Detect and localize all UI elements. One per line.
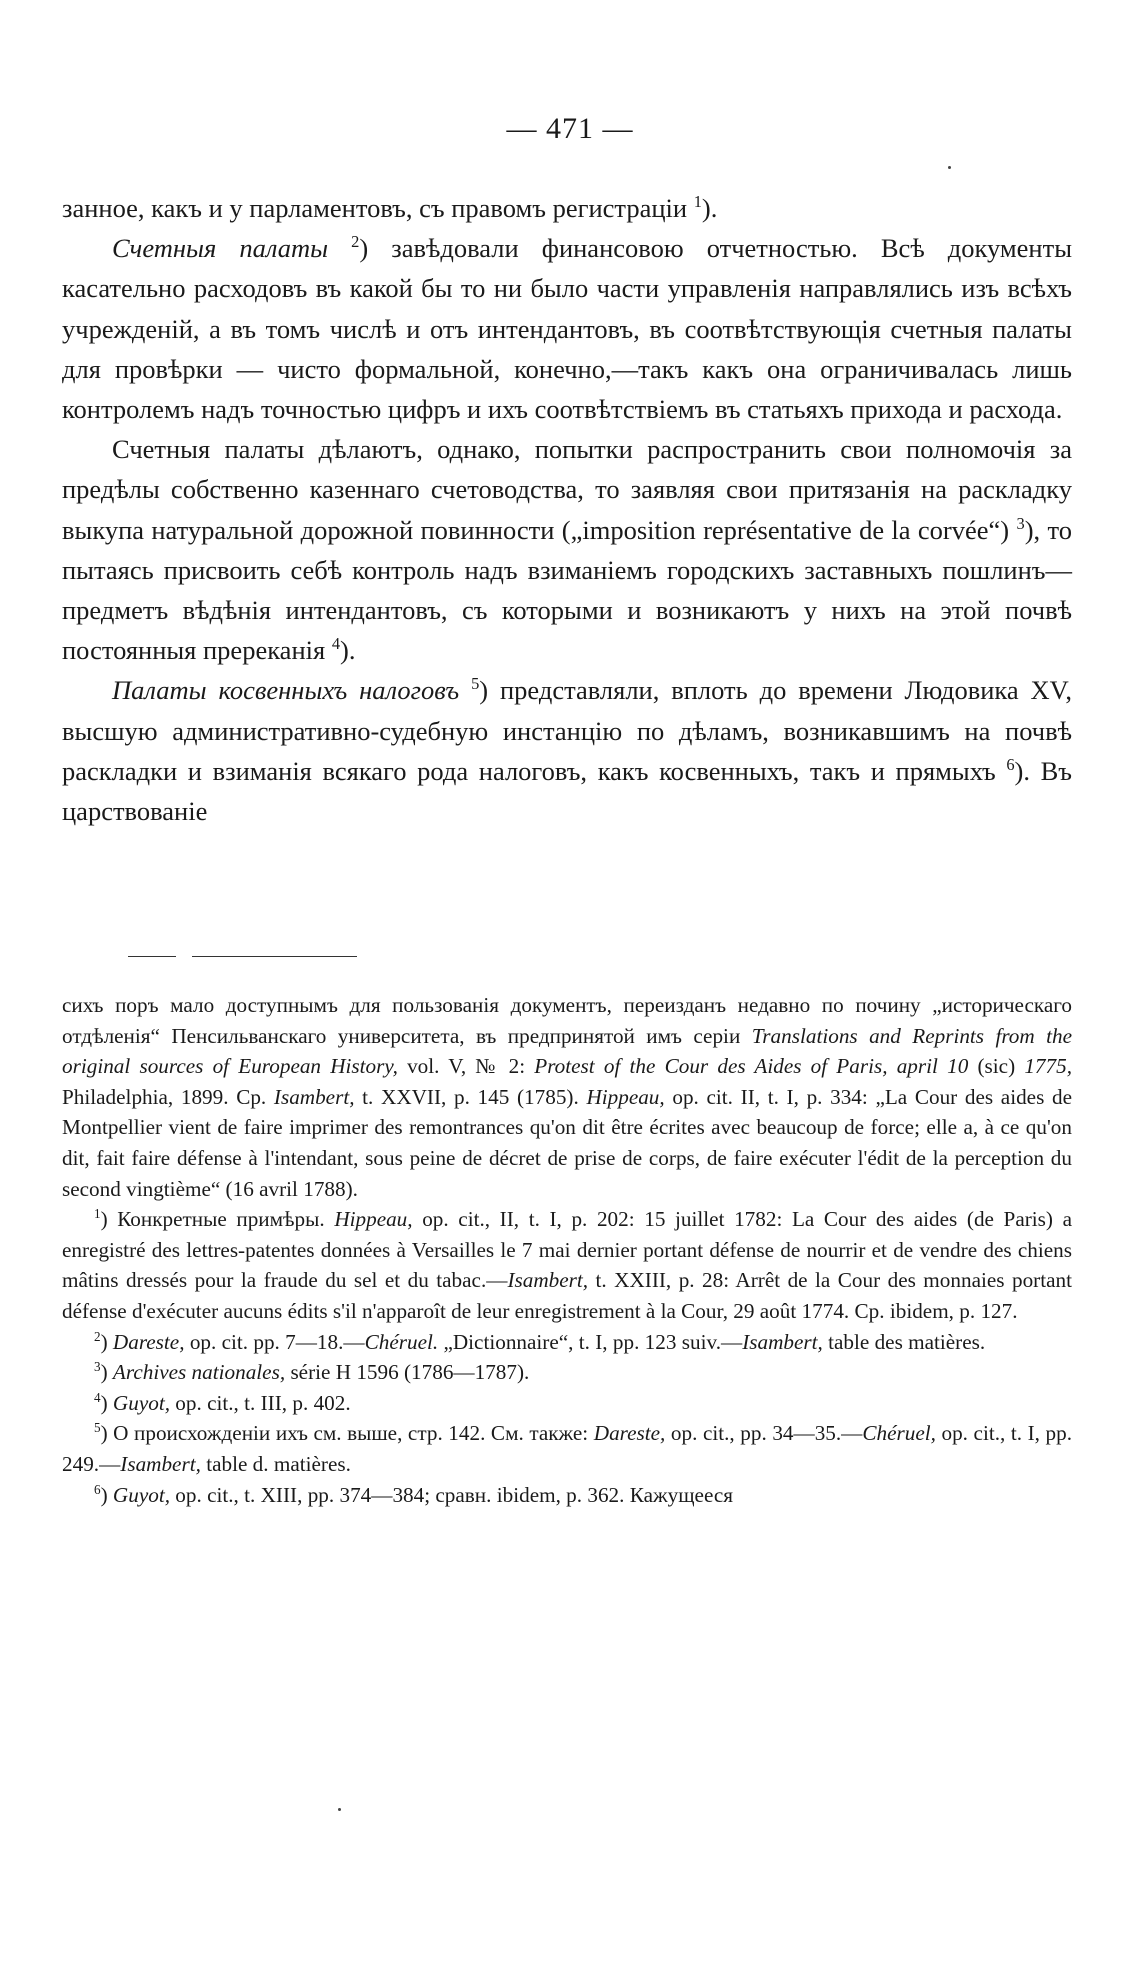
footnote-separator bbox=[192, 956, 357, 957]
footnote-ref-5[interactable]: 5 bbox=[471, 674, 480, 694]
scan-speck bbox=[948, 166, 951, 169]
footnote-ref-2[interactable]: 2 bbox=[351, 232, 360, 252]
footnotes bbox=[62, 990, 1072, 1510]
footnote-4: $^4$) Guyot, op. cit., t. III, p. 402. bbox=[94, 1389, 351, 1415]
footnote-ref-6[interactable]: 6 bbox=[1006, 755, 1015, 775]
term-schetnyya-palaty: Счетныя палаты bbox=[112, 233, 329, 264]
footnote-separator-left bbox=[128, 956, 176, 957]
footnote-3: $^3$) Archives nationales, série H 1596 (1786—1787). bbox=[94, 1359, 530, 1385]
footnote-number: 6 bbox=[94, 1481, 101, 1497]
footnote-ref-3[interactable]: 3 bbox=[1016, 513, 1025, 533]
main-text bbox=[62, 188, 1072, 831]
footnote-number: 2 bbox=[94, 1328, 101, 1344]
term-palaty-kosvennykh-nalogov: Палаты косвенныхъ налоговъ bbox=[112, 675, 460, 706]
footnote-number: 3 bbox=[94, 1359, 101, 1375]
footnote-ref-1[interactable]: 1 bbox=[693, 192, 702, 212]
footnote-number: 4 bbox=[94, 1389, 101, 1405]
footnote-number: 5 bbox=[94, 1420, 101, 1436]
paragraph-1: занное, какъ и у парламентовъ, съ правомъ регистраціи $^1$). bbox=[62, 192, 718, 223]
footnote-2: $^2$) Dareste, op. cit. pp. 7—18.—Chéruel. „Dictionnaire“, t. I, pp. 123 suiv.—Isambert, table des matières. bbox=[94, 1328, 986, 1354]
footnote-number: 1 bbox=[94, 1206, 101, 1222]
footnote-6: $^6$) Guyot, op. cit., t. XIII, pp. 374—384; сравн. ibidem, p. 362. Кажущееся bbox=[94, 1481, 734, 1507]
page-number: — 471 — bbox=[506, 112, 634, 145]
footnote-5: $^5$) О происхожденіи ихъ см. выше, стр. 142. См. также: Dareste, op. cit., pp. 34—35.—Chéruel, op. cit., t. I, pp. 249.—Isambert, table d. matières. bbox=[62, 1420, 1072, 1476]
paragraph-3: Счетныя палаты дѣлаютъ, однако, попытки распространить свои полномочія за предѣлы собственно казеннаго счетоводства, то заявляя свои притязанія на раскладку выкупа натуральной дорожной повинности („imposition représentative de la corvée“) $^3$), то пытаясь присвоить себѣ контроль надъ взиманіемъ городскихъ заставныхъ пошлинъ—предметъ вѣдѣнія интендантовъ, съ которыми и возникаютъ у нихъ на этой почвѣ постоянныя пререканія $^4$). bbox=[62, 434, 1072, 666]
footnote-1: $^1$) Конкретные примѣры. Hippeau, op. cit., II, t. I, p. 202: 15 juillet 1782: La Cour des aides (de Paris) a enregistré des lettres-patentes données à Versailles le 7 mai dernier portant défense de nourrir et de vendre des chiens mâtins dressés pour la fraude du sel et du tabac.—Isambert, t. XXIII, p. 28: Arrêt de la Cour des monnaies portant défense d'exécuter aucuns édits s'il n'apparoît de leur enregistrement à la Cour, 29 août 1774. Ср. ibidem, p. 127. bbox=[62, 1206, 1073, 1323]
paragraph-2: Счетныя палаты $^2$) завѣдовали финансовою отчетностью. Всѣ документы касательно расходовъ въ какой бы то ни было части управленія направлялись изъ всѣхъ учрежденій, а въ томъ числѣ и отъ интендантовъ, въ соотвѣтствующія счетныя палаты для провѣрки — чисто формальной, конечно,—такъ какъ она ограничивалась лишь контролемъ надъ точностью цифръ и ихъ соотвѣтствіемъ въ статьяхъ прихода и расхода. bbox=[62, 232, 1073, 425]
scan-speck bbox=[338, 1808, 341, 1811]
footnote-continuation: сихъ поръ мало доступнымъ для пользованія документъ, переизданъ недавно по почину „историческаго отдѣленія“ Пенсильванскаго университета, въ предпринятой имъ серіи Translations and Reprints from the original sources of European History, vol. V, № 2: Protest of the Cour des Aides of Paris, april 10 (sic) 1775, Philadelphia, 1899. Ср. Isambert, t. XXVII, p. 145 (1785). Hippeau, op. cit. II, t. I, p. 334: „La Cour des aides de Montpellier vient de faire imprimer des remontrances qu'on dit être écrites avec beaucoup de force; elle a, à ce qu'on dit, fait faire défense à l'intendant, sous peine de décret de prise de corps, de faire exécuter l'édit de la perception du second vingtième“ (16 avril 1788). bbox=[62, 993, 1072, 1201]
paragraph-4: Палаты косвенныхъ налоговъ $^5$) представляли, вплоть до времени Людовика XV, высшую административно-судебную инстанцію по дѣламъ, возникавшимъ на почвѣ раскладки и взиманія всякаго рода налоговъ, какъ косвенныхъ, такъ и прямыхъ $^6$). Въ царствованіе bbox=[62, 674, 1073, 827]
footnote-ref-4[interactable]: 4 bbox=[331, 634, 341, 654]
